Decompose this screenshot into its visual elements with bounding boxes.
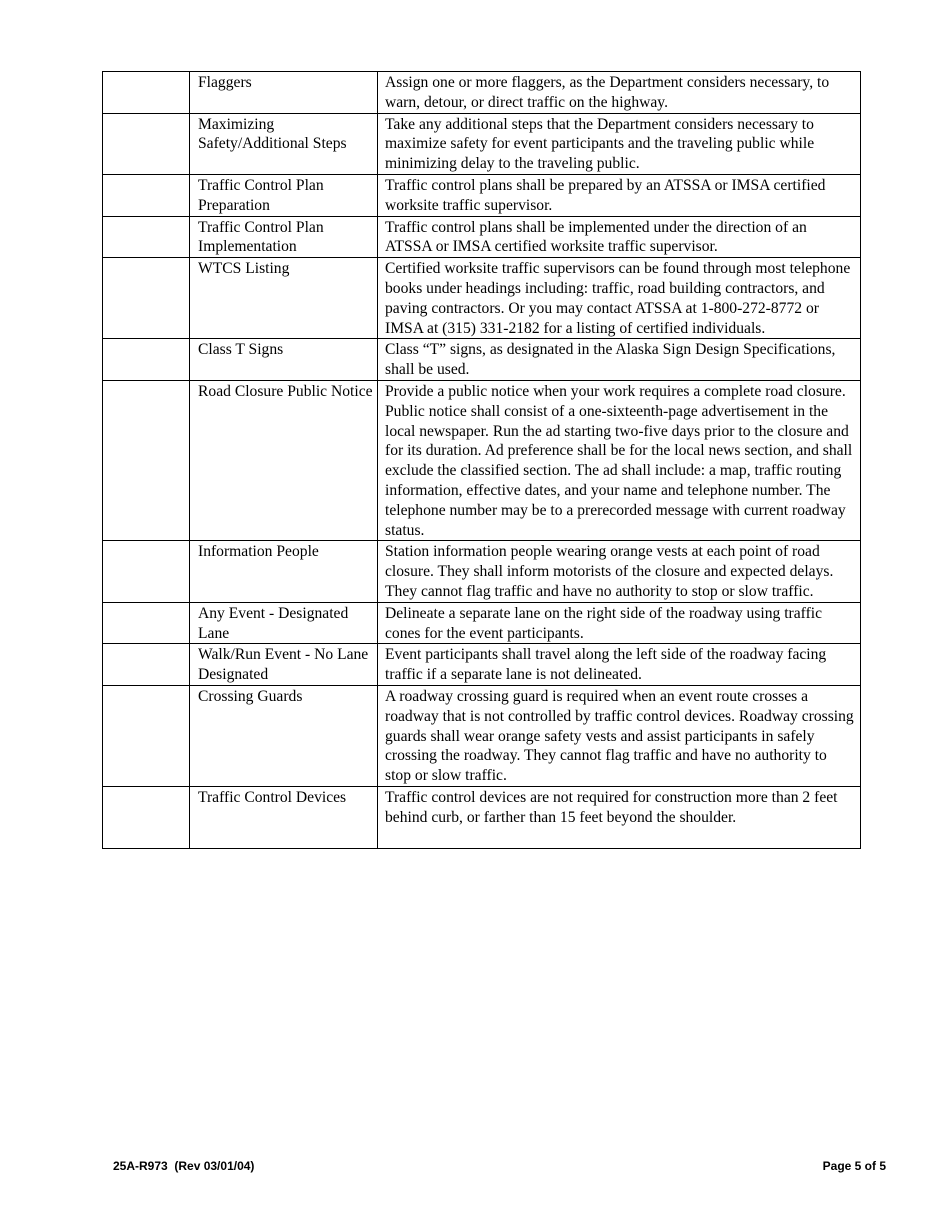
description-cell: Delineate a separate lane on the right side of the roadway using traffic cones for the event participants. (378, 602, 861, 644)
form-id-footer: 25A-R973 (Rev 03/01/04) (113, 1159, 255, 1173)
blank-cell (103, 380, 190, 540)
topic-cell: Traffic Control Plan Implementation (190, 216, 378, 258)
topic-cell: Walk/Run Event - No Lane Designated (190, 644, 378, 686)
table-row (103, 786, 861, 848)
topic-cell: Crossing Guards (190, 685, 378, 786)
blank-cell (103, 602, 190, 644)
description-cell: Take any additional steps that the Department considers necessary to maximize safety for event participants and the traveling public while minimizing delay to the traveling public. (378, 113, 861, 174)
blank-cell (103, 174, 190, 216)
topic-cell: Class T Signs (190, 339, 378, 381)
topic-cell: Traffic Control Plan Preparation (190, 174, 378, 216)
blank-cell (103, 113, 190, 174)
topic-cell: WTCS Listing (190, 258, 378, 339)
blank-cell (103, 216, 190, 258)
description-cell: Traffic control devices are not required for construction more than 2 feet behind curb, or farther than 15 feet beyond the shoulder. (378, 786, 861, 848)
description-cell: Provide a public notice when your work requires a complete road closure. Public notice shall consist of a one-sixteenth-page advertisement in the local newspaper. Run the ad starting two-five days prior to the closure and for its duration. Ad preference shall be for the local news section, and shall exclude the classified section. The ad shall include: a map, traffic routing information, effective dates, and your name and telephone number. The telephone number may be to a prerecorded message with current roadway status. (378, 380, 861, 540)
table-row (103, 258, 861, 339)
table-row (103, 174, 861, 216)
page-number-footer: Page 5 of 5 (822, 1159, 886, 1173)
table-row (103, 541, 861, 602)
blank-cell (103, 541, 190, 602)
blank-cell (103, 339, 190, 381)
topic-cell: Information People (190, 541, 378, 602)
table-row (103, 113, 861, 174)
table-row (103, 339, 861, 381)
description-cell: Class “T” signs, as designated in the Alaska Sign Design Specifications, shall be used. (378, 339, 861, 381)
table-row (103, 685, 861, 786)
description-cell: Assign one or more flaggers, as the Department considers necessary, to warn, detour, or direct traffic on the highway. (378, 72, 861, 114)
requirements-table (102, 71, 861, 849)
blank-cell (103, 786, 190, 848)
topic-cell: Traffic Control Devices (190, 786, 378, 848)
table-row (103, 602, 861, 644)
blank-cell (103, 644, 190, 686)
table-row (103, 380, 861, 540)
blank-cell (103, 72, 190, 114)
blank-cell (103, 685, 190, 786)
blank-cell (103, 258, 190, 339)
topic-cell: Flaggers (190, 72, 378, 114)
description-cell: Certified worksite traffic supervisors can be found through most telephone books under headings including: traffic, road building contractors, and paving contractors. Or you may contact ATSSA at 1-800-272-8772 or IMSA at (315) 331-2182 for a listing of certified individuals. (378, 258, 861, 339)
table-row (103, 72, 861, 114)
description-cell: Traffic control plans shall be implemented under the direction of an ATSSA or IMSA certified worksite traffic supervisor. (378, 216, 861, 258)
table-row (103, 216, 861, 258)
topic-cell: Road Closure Public Notice (190, 380, 378, 540)
description-cell: Event participants shall travel along the left side of the roadway facing traffic if a separate lane is not delineated. (378, 644, 861, 686)
topic-cell: Maximizing Safety/Additional Steps (190, 113, 378, 174)
table-row (103, 644, 861, 686)
description-cell: Station information people wearing orange vests at each point of road closure. They shall inform motorists of the closure and expected delays. They cannot flag traffic and have no authority to stop or slow traffic. (378, 541, 861, 602)
description-cell: Traffic control plans shall be prepared by an ATSSA or IMSA certified worksite traffic supervisor. (378, 174, 861, 216)
topic-cell: Any Event - Designated Lane (190, 602, 378, 644)
description-cell: A roadway crossing guard is required when an event route crosses a roadway that is not controlled by traffic control devices. Roadway crossing guards shall wear orange safety vests and assist participants in safely crossing the roadway. They cannot flag traffic and have no authority to stop or slow traffic. (378, 685, 861, 786)
